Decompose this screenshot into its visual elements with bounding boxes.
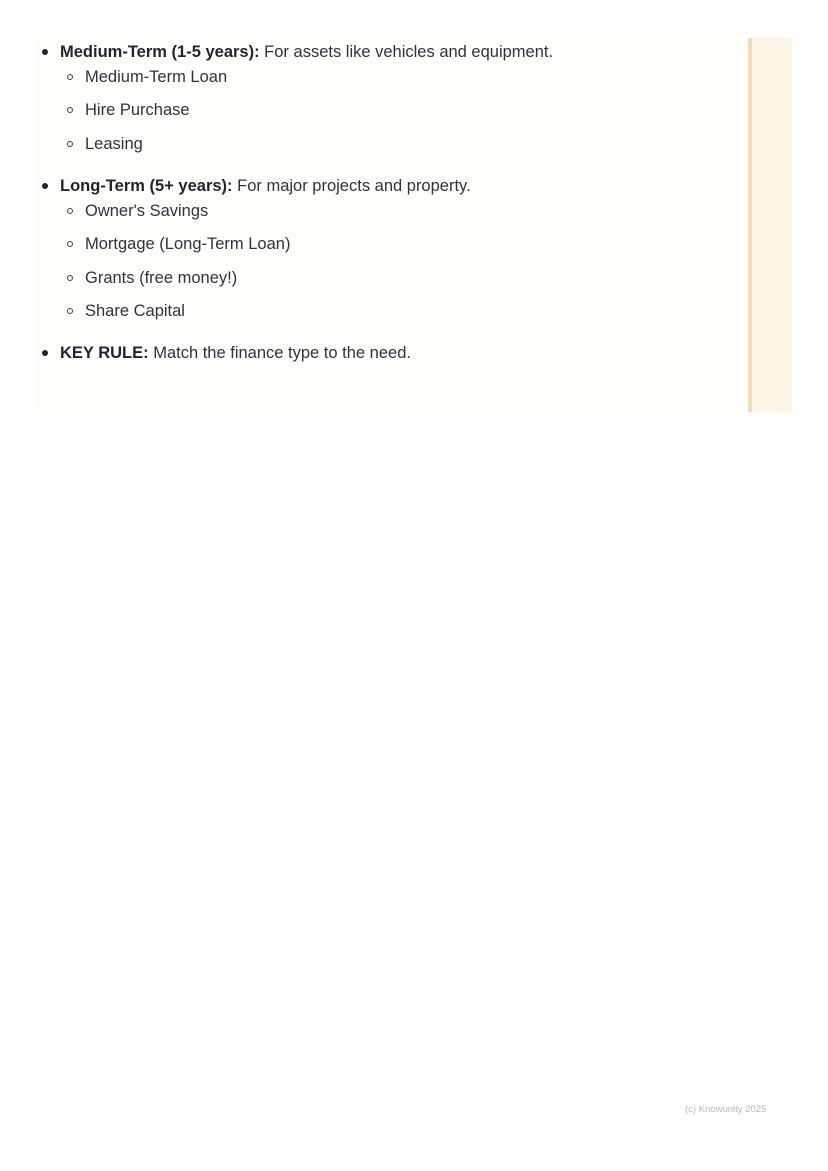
item-text: Match the finance type to the need.: [148, 344, 411, 362]
circle-bullet-icon: [67, 275, 73, 281]
sub-item-text: Medium-Term Loan: [85, 68, 228, 86]
bullet-icon: [42, 350, 48, 356]
sub-item: [85, 234, 290, 254]
sub-item-text: Mortgage (Long-Term Loan): [85, 235, 291, 253]
item-text: For assets like vehicles and equipment.: [259, 43, 554, 61]
sub-item-text: Hire Purchase: [85, 101, 190, 119]
circle-bullet-icon: [67, 241, 73, 247]
item-label: KEY RULE:: [60, 344, 149, 362]
sub-item: [85, 301, 185, 321]
side-accent-column: [748, 38, 792, 412]
circle-bullet-icon: [67, 308, 73, 314]
sub-item-text: Leasing: [85, 135, 143, 153]
circle-bullet-icon: [67, 107, 73, 113]
sub-item-text: Owner's Savings: [85, 202, 209, 220]
list-item-medium-term: [60, 42, 553, 62]
circle-bullet-icon: [67, 141, 73, 147]
sub-item-text: Grants (free money!): [85, 269, 238, 287]
bullet-icon: [42, 49, 48, 55]
copyright-footer: (c) Knowunity 2025: [685, 1104, 767, 1115]
sub-item: [85, 268, 237, 288]
item-label: Long-Term (5+ years):: [60, 177, 233, 195]
item-text: For major projects and property.: [232, 177, 471, 195]
sub-item: [85, 67, 227, 87]
sub-item-text: Share Capital: [85, 302, 185, 320]
circle-bullet-icon: [67, 74, 73, 80]
sub-item: [85, 201, 208, 221]
sub-item: [85, 100, 190, 120]
circle-bullet-icon: [67, 208, 73, 214]
item-label: Medium-Term (1-5 years):: [60, 43, 260, 61]
sub-item: [85, 134, 143, 154]
bullet-icon: [42, 183, 48, 189]
list-item-key-rule: [60, 343, 411, 363]
list-item-long-term: [60, 176, 471, 196]
